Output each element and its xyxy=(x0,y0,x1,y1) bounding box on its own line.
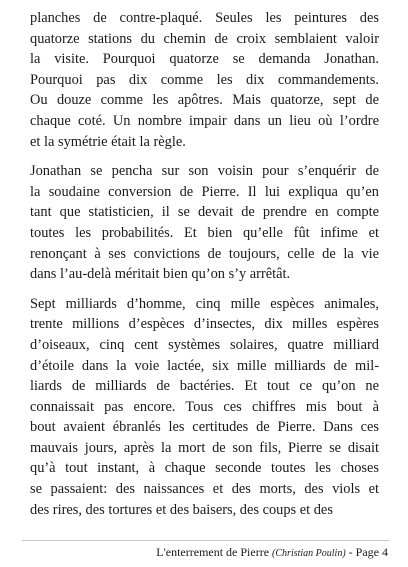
text-line: quatorze stations du chemin de croix semblaient valoir xyxy=(30,30,379,47)
footer-author: (Christian Poulin) xyxy=(272,548,346,559)
paragraph-3 xyxy=(30,294,379,521)
book-page xyxy=(30,8,379,529)
paragraph-1 xyxy=(30,8,379,152)
text-line: mauvais jours, après la mort de son fils, Pierre se disait xyxy=(30,439,379,456)
text-line: toutes les probabilités. Et bien qu’elle fût infime et xyxy=(30,224,379,241)
text-line: Jonathan se pencha sur son voisin pour s’enquérir de xyxy=(30,163,379,180)
text-line: chaque coté. Un nombre impair dans un lieu où l’ordre xyxy=(30,112,379,129)
footer-book-title: L'enterrement de Pierre xyxy=(156,545,270,559)
text-line: et la symétrie était la règle. xyxy=(30,133,186,150)
text-line: d’oiseaux, cinq cent systèmes solaires, quatre milliard xyxy=(30,336,379,353)
paragraph-2 xyxy=(30,161,379,285)
text-line: renonçant à ses convictions de toujours, celle de la vie xyxy=(30,245,379,262)
text-line: Pourquoi pas dix comme les dix commandements. xyxy=(30,71,379,88)
text-line: qu’à tout instant, à chaque seconde toutes les choses xyxy=(30,460,379,477)
text-line: liards de milliards de bactéries. Et tout ce qu’on ne xyxy=(30,378,379,395)
text-line: Sept milliards d’homme, cinq mille espèces animales, xyxy=(30,295,379,312)
text-line: se passaient: des naissances et des morts, des viols et xyxy=(30,481,379,498)
text-line: bout avaient ébranlés les certitudes de Pierre. Dans ces xyxy=(30,419,379,436)
text-line: dans l’au-delà méritait bien qu’on s’y arrêtât. xyxy=(30,266,291,283)
text-line: Ou douze comme les apôtres. Mais quatorze, sept de xyxy=(30,92,379,109)
footer-divider xyxy=(22,540,390,541)
text-line: connaissait pas encore. Tous ces chiffres mis bout à xyxy=(30,398,379,415)
text-line: planches de contre-plaqué. Seules les peintures des xyxy=(30,10,379,26)
text-line: des rires, des tortures et des baisers, des coups et des xyxy=(30,501,333,518)
footer-page-number: - Page 4 xyxy=(348,545,388,559)
text-line: trente millions d’espèces d’insectes, dix milles espères xyxy=(30,316,379,333)
text-line: tant que statisticien, il se devait de prendre en compte xyxy=(30,204,379,221)
page-footer xyxy=(156,544,388,562)
text-line: d’étoile dans la voie lactée, six mille milliards de mil- xyxy=(30,357,379,374)
text-line: la soudaine conversion de Pierre. Il lui expliqua qu’en xyxy=(30,183,379,200)
text-line: la visite. Pourquoi quatorze se demanda Jonathan. xyxy=(30,51,379,68)
